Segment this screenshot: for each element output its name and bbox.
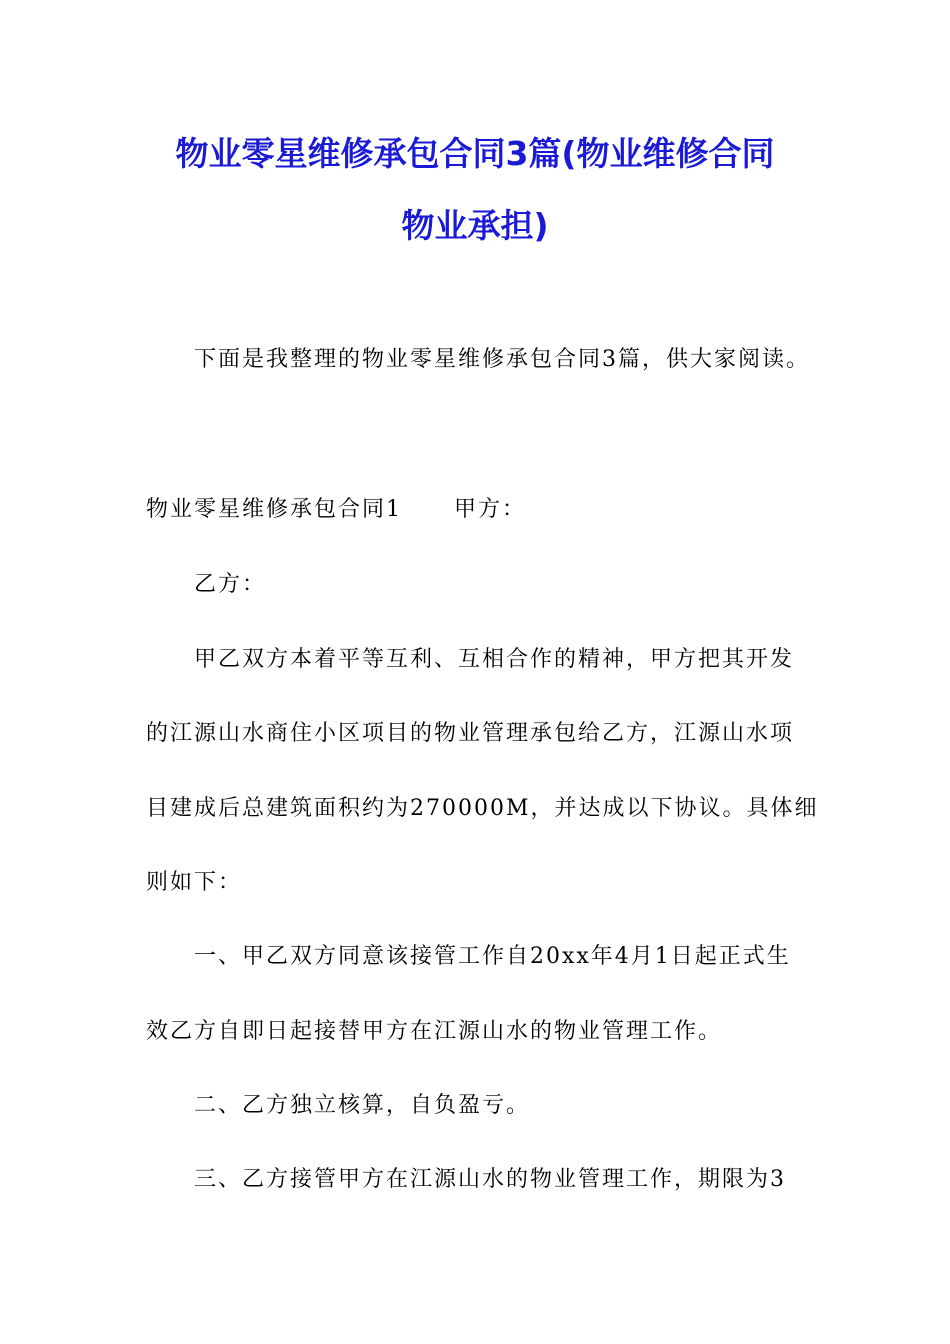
paragraph-1-line-3: 目建成后总建筑面积约为270000M，并达成以下协议。具体细 <box>146 796 819 821</box>
intro-paragraph: 下面是我整理的物业零星维修承包合同3篇，供大家阅读。 <box>194 347 810 372</box>
clause-1-line-1: 一、甲乙双方同意该接管工作自20xx年4月1日起正式生 <box>194 944 791 969</box>
contract-heading-row <box>146 495 526 525</box>
paragraph-1-line-2: 的江源山水商住小区项目的物业管理承包给乙方，江源山水项 <box>146 721 795 746</box>
party-a-label: 甲方： <box>454 497 527 522</box>
paragraph-1-line-1: 甲乙双方本着平等互利、互相合作的精神，甲方把其开发 <box>194 647 795 672</box>
contract-heading: 物业零星维修承包合同1 <box>146 497 402 522</box>
clause-3-line-1: 三、乙方接管甲方在江源山水的物业管理工作，期限为3 <box>194 1167 786 1192</box>
document-title-line-1: 物业零星维修承包合同3篇(物业维修合同 <box>175 134 775 173</box>
clause-1-line-2: 效乙方自即日起接替甲方在江源山水的物业管理工作。 <box>146 1019 723 1044</box>
paragraph-1-line-4: 则如下： <box>146 870 243 895</box>
party-b-label: 乙方： <box>194 572 267 597</box>
document-title-line-2: 物业承担) <box>401 206 549 245</box>
clause-2: 二、乙方独立核算，自负盈亏。 <box>194 1093 531 1118</box>
